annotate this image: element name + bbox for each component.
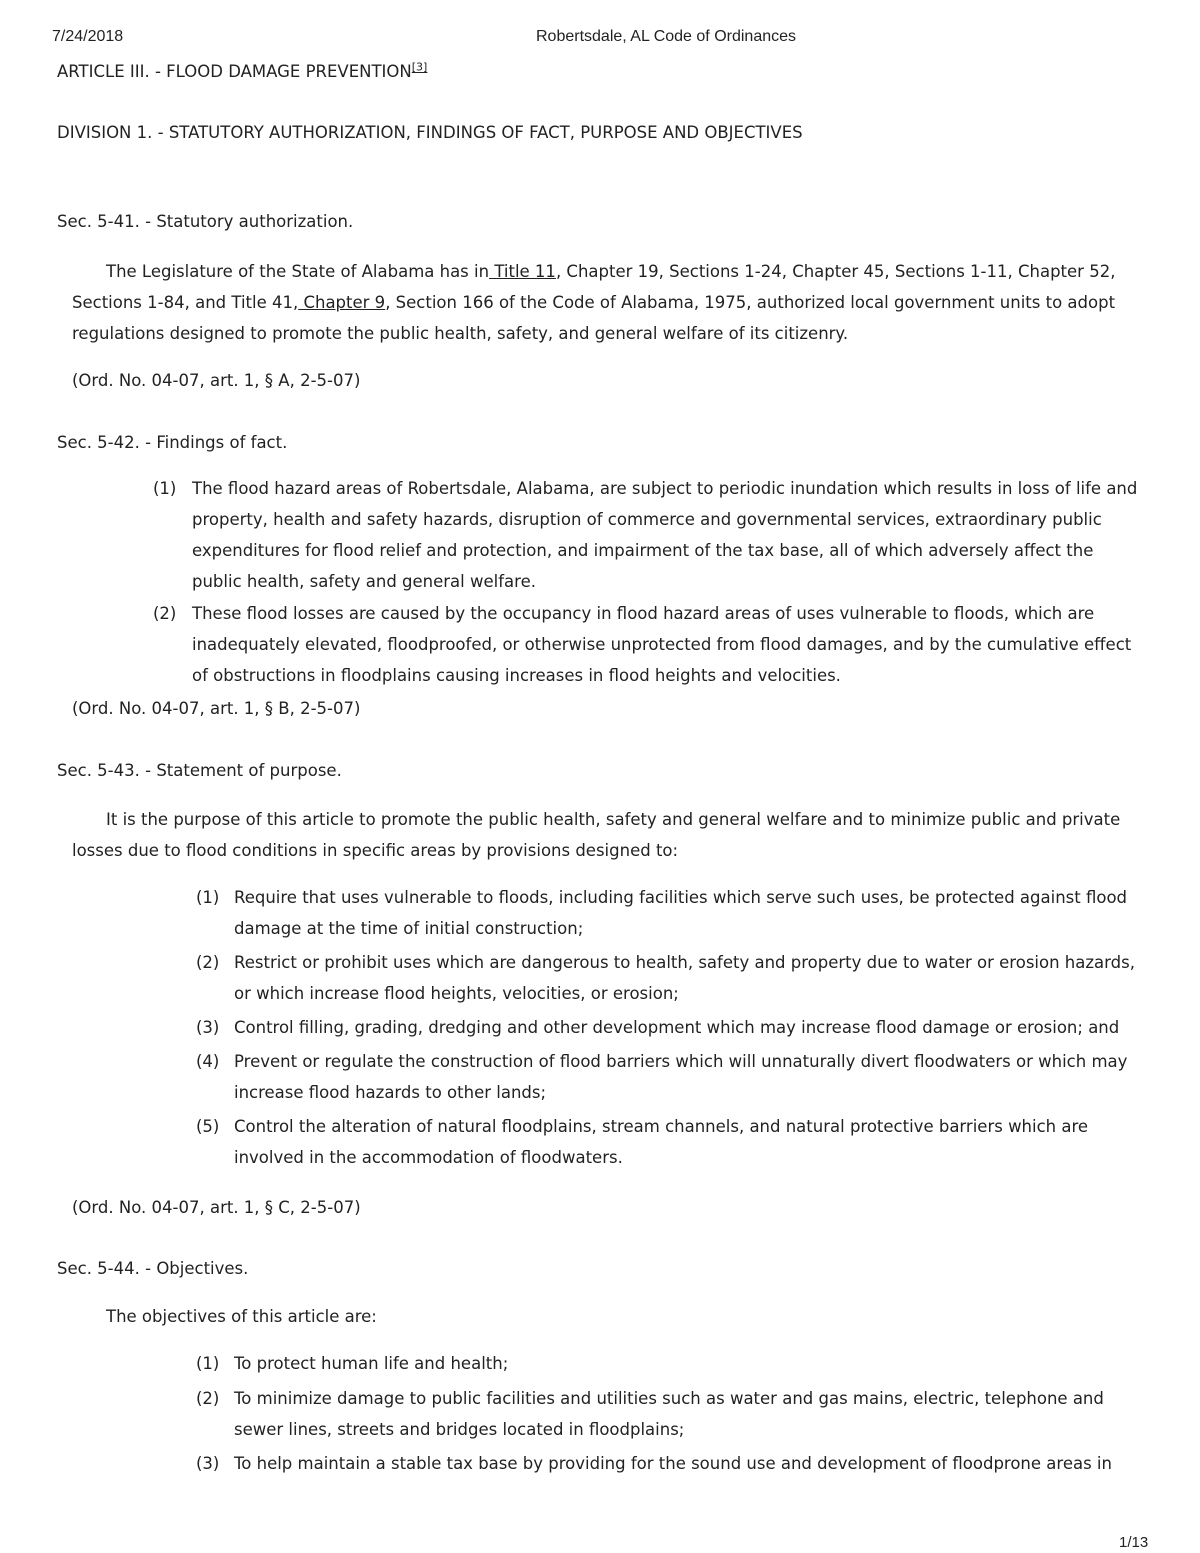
list-item-number: (4) <box>196 1052 220 1071</box>
list-item-number: (2) <box>196 1389 220 1408</box>
list-item <box>196 1012 1136 1043</box>
section-5-41-paragraph <box>72 256 1142 349</box>
section-heading-5-43: Sec. 5-43. - Statement of purpose. <box>57 761 342 780</box>
article-title <box>57 62 427 82</box>
list-item <box>196 1348 1136 1379</box>
list-item-number: (1) <box>153 479 177 498</box>
list-item-text: To minimize damage to public facilities and utilities such as water and gas mains, electric, telephone and sewer lines, streets and bridges located in floodplains; <box>234 1389 1104 1439</box>
section-heading-5-42: Sec. 5-42. - Findings of fact. <box>57 433 288 452</box>
section-5-44-intro: The objectives of this article are: <box>106 1307 377 1326</box>
s41-text-b: , Chapter 19, Sections 1-24, Chapter 45, Sections 1-11, Chapter 52, Sections 1-84, and Title 41, <box>72 262 1116 312</box>
ordinance-citation-5-41: (Ord. No. 04-07, art. 1, § A, 2-5-07) <box>72 371 361 390</box>
list-item-number: (1) <box>196 888 220 907</box>
list-item-number: (1) <box>196 1354 220 1373</box>
list-item <box>196 947 1136 1009</box>
chapter-9-link[interactable]: Chapter 9 <box>298 293 386 312</box>
list-item <box>153 473 1143 597</box>
list-item-number: (2) <box>196 953 220 972</box>
list-item-text: Restrict or prohibit uses which are dangerous to health, safety and property due to water or erosion hazards, or which increase flood heights, velocities, or erosion; <box>234 953 1135 1003</box>
s41-text-a: The Legislature of the State of Alabama has in <box>106 262 490 281</box>
list-item <box>196 1046 1136 1108</box>
section-5-43-intro: It is the purpose of this article to promote the public health, safety and general welfare and to minimize public and private losses due to flood conditions in specific areas by provisions designed to: <box>72 810 1121 860</box>
list-item-text: Control the alteration of natural floodplains, stream channels, and natural protective barriers which are involved in the accommodation of floodwaters. <box>234 1117 1089 1167</box>
print-date: 7/24/2018 <box>52 28 124 45</box>
list-item-text: To help maintain a stable tax base by providing for the sound use and development of floodprone areas in <box>234 1454 1112 1473</box>
list-item-number: (5) <box>196 1117 220 1136</box>
list-item-text: Prevent or regulate the construction of flood barriers which will unnaturally divert floodwaters or which may increase flood hazards to other lands; <box>234 1052 1128 1102</box>
list-item-text: To protect human life and health; <box>234 1354 509 1373</box>
division-title: DIVISION 1. - STATUTORY AUTHORIZATION, FINDINGS OF FACT, PURPOSE AND OBJECTIVES <box>57 123 803 142</box>
page-number: 1/13 <box>1119 1534 1149 1551</box>
list-item-text: Control filling, grading, dredging and other development which may increase flood damage or erosion; and <box>234 1018 1120 1037</box>
list-item-number: (2) <box>153 604 177 623</box>
list-item-text: The flood hazard areas of Robertsdale, Alabama, are subject to periodic inundation which results in loss of life and property, health and safety hazards, disruption of commerce and governmental services, extraordinary public expenditures for flood relief and protection, and impairment of the tax base, all of which adversely affect the public health, safety and general welfare. <box>192 479 1138 591</box>
print-header-title: Robertsdale, AL Code of Ordinances <box>536 28 797 45</box>
list-item-text: These flood losses are caused by the occupancy in flood hazard areas of uses vulnerable to floods, which are inadequately elevated, floodproofed, or otherwise unprotected from flood damages, and by the cumulative effect of obstructions in floodplains causing increases in flood heights and velocities. <box>192 604 1132 685</box>
list-item <box>153 598 1143 691</box>
list-item <box>196 1111 1136 1173</box>
article-footnote-link[interactable]: [3] <box>411 60 428 74</box>
list-item <box>196 1383 1136 1445</box>
ordinance-citation-5-43: (Ord. No. 04-07, art. 1, § C, 2-5-07) <box>72 1198 361 1217</box>
list-item <box>196 882 1136 944</box>
list-item-number: (3) <box>196 1018 220 1037</box>
list-item-text: Require that uses vulnerable to floods, including facilities which serve such uses, be protected against flood damage at the time of initial construction; <box>234 888 1128 938</box>
s41-text-c: , Section 166 of the Code of Alabama, 1975, authorized local government units to adopt regulations designed to promote the public health, safety, and general welfare of its citizenry. <box>72 293 1116 343</box>
list-item-number: (3) <box>196 1454 220 1473</box>
section-heading-5-41: Sec. 5-41. - Statutory authorization. <box>57 212 354 231</box>
section-heading-5-44: Sec. 5-44. - Objectives. <box>57 1259 249 1278</box>
ordinance-citation-5-42: (Ord. No. 04-07, art. 1, § B, 2-5-07) <box>72 699 361 718</box>
article-title-text: ARTICLE III. - FLOOD DAMAGE PREVENTION <box>57 62 412 81</box>
title-11-link[interactable]: Title 11 <box>489 262 556 281</box>
list-item <box>196 1448 1136 1479</box>
